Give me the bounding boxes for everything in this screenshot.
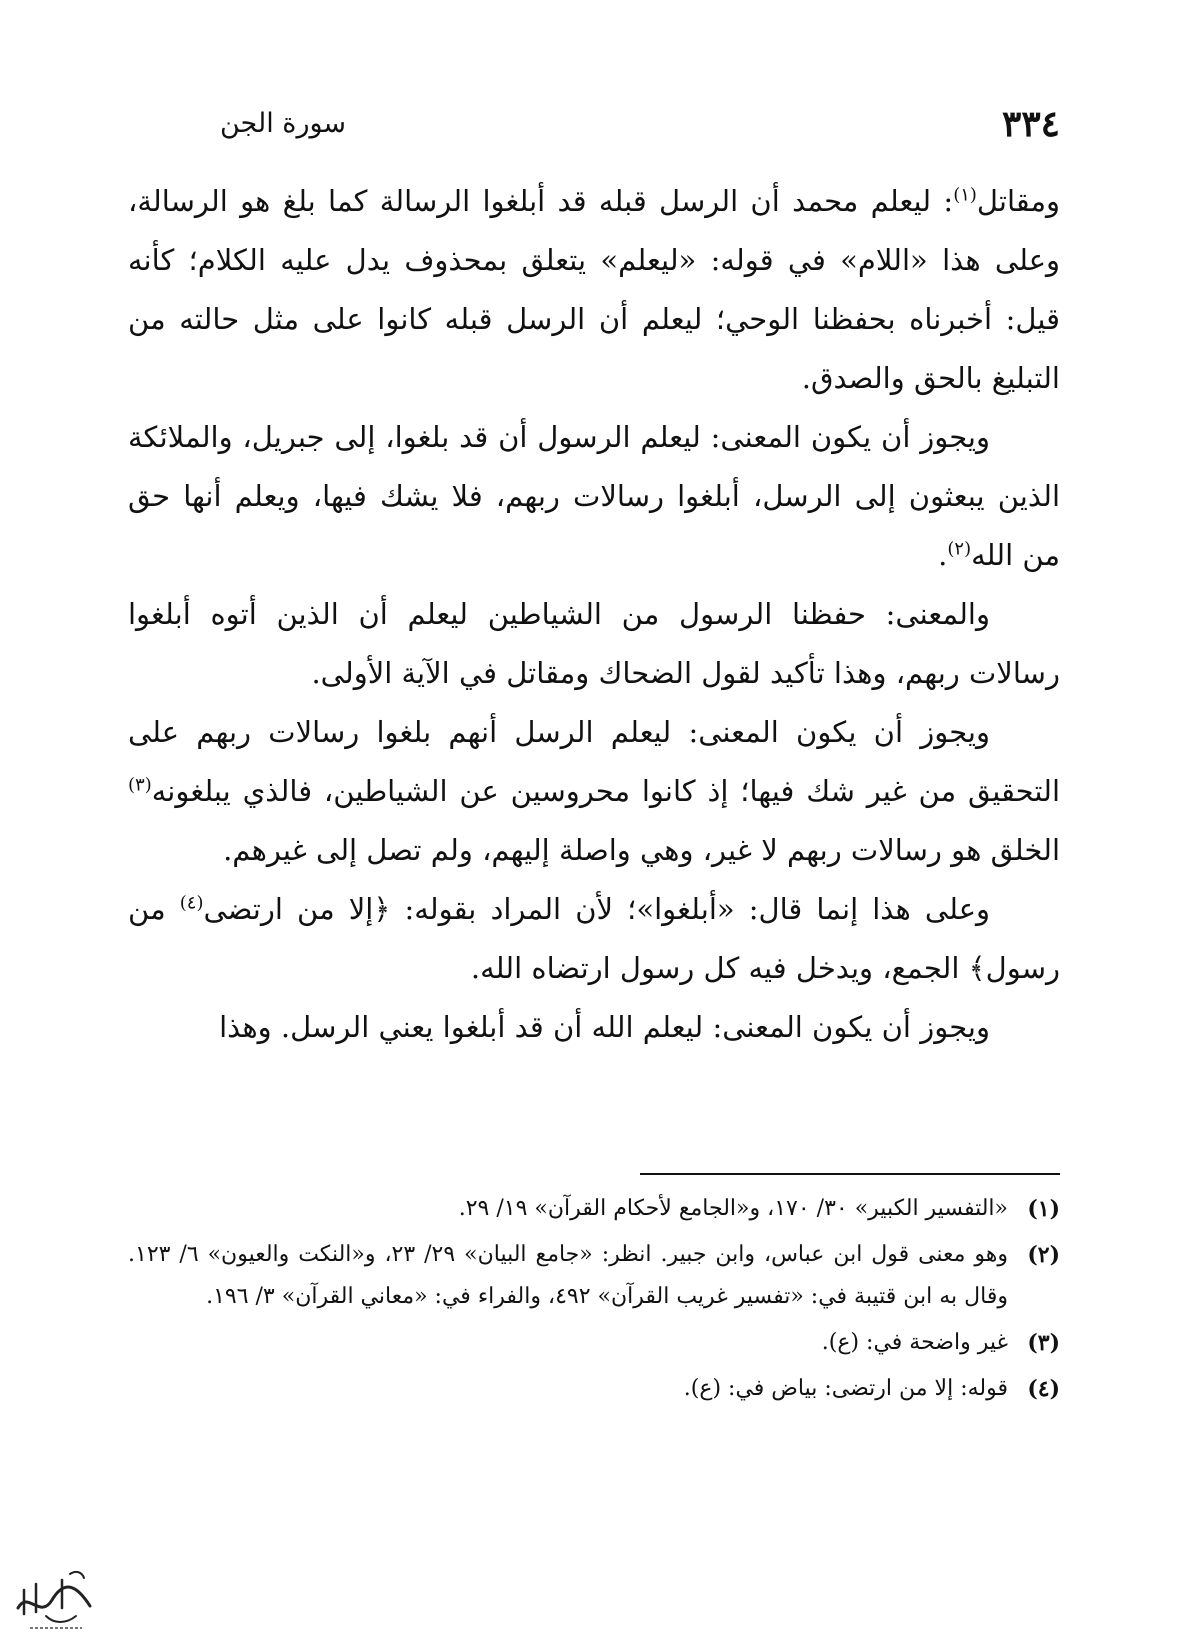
surah-title: سورة الجن [220, 108, 347, 139]
footnote-number: (١) [1027, 1196, 1060, 1222]
paragraph-text: ويجوز أن يكون المعنى: ليعلم الله أن قد أبلغوا يعني الرسل. وهذا [219, 1010, 990, 1044]
paragraph-text: الخلق هو رسالات ربهم لا غير، وهي واصلة إليهم، ولم تصل إلى غيرهم. [223, 833, 1060, 867]
footnote-ref: (٢) [947, 538, 972, 560]
footnotes [128, 1188, 1060, 1414]
paragraph [128, 172, 1060, 408]
footnote-number: (٣) [1027, 1330, 1060, 1356]
paragraph-text: والمعنى: حفظنا الرسول من الشياطين ليعلم أن الذين أتوه أبلغوا رسالات ربهم، وهذا تأكيد لقول الضحاك ومقاتل في الآية الأولى. [128, 597, 1060, 690]
paragraph [128, 703, 1060, 880]
footnote-item [128, 1234, 1060, 1318]
footnote-ref: (٤) [179, 892, 204, 914]
footnote-number: (٤) [1027, 1376, 1060, 1402]
footnote-item [128, 1368, 1060, 1410]
footnote-text: وهو معنى قول ابن عباس، وابن جبير. انظر: «جامع البيان» ٢٩/ ٢٣، و«النكت والعيون» ٦/ ١٢٣. وقال به ابن قتيبة في: «تفسير غريب القرآن» ٤٩٢، والفراء في: «معاني القرآن» ٣/ ١٩٦. [128, 1242, 1008, 1309]
page-number: ٣٣٤ [1001, 103, 1060, 145]
paragraph [128, 880, 1060, 998]
footnote-item [128, 1188, 1060, 1230]
paragraph-text: ويجوز أن يكون المعنى: ليعلم الرسول أن قد بلغوا، إلى جبريل، والملائكة الذين يبعثون إلى الرسل، أبلغوا رسالات ربهم، فلا يشك فيها، ويعلم أنها حق من الله [128, 420, 1060, 572]
page-header [220, 100, 1060, 148]
watermark-logo [10, 1550, 100, 1640]
footnote-text: «التفسير الكبير» ٣٠/ ١٧٠، و«الجامع لأحكام القرآن» ١٩/ ٢٩. [458, 1196, 1008, 1221]
paragraph [128, 585, 1060, 703]
paragraph [128, 408, 1060, 585]
footnote-text: قوله: إلا من ارتضى: بياض في: (ع). [683, 1376, 1008, 1401]
footnote-divider [640, 1173, 1060, 1175]
footnote-ref: (١) [953, 184, 977, 206]
paragraph-text: من رسول﴾ الجمع، ويدخل فيه كل رسول ارتضاه الله. [128, 892, 1060, 985]
footnote-text: غير واضحة في: (ع). [821, 1330, 1008, 1355]
footnote-ref: (٣) [128, 774, 152, 796]
paragraph-text: . [938, 538, 948, 572]
footnote-item [128, 1322, 1060, 1364]
paragraph-text: ويجوز أن يكون المعنى: ليعلم الرسل أنهم بلغوا رسالات ربهم على التحقيق من غير شك فيها؛ إذ كانوا محروسين عن الشياطين، فالذي يبلغونه [128, 715, 1060, 808]
paragraph-text: : ليعلم محمد أن الرسل قبله قد أبلغوا الرسالة كما بلغ هو الرسالة، وعلى هذا «اللام» في قوله: «ليعلم» يتعلق بمحذوف يدل عليه الكلام؛ كأنه قيل: أخبرناه بحفظنا الوحي؛ ليعلم أن الرسل قبله كانوا على مثل حالته من التبليغ بالحق والصدق. [128, 184, 1060, 395]
paragraph [128, 998, 1060, 1057]
main-text [128, 172, 1060, 1057]
paragraph-text: ومقاتل [976, 184, 1060, 218]
paragraph-text: وعلى هذا إنما قال: «أبلغوا»؛ لأن المراد بقوله: ﴿إلا من ارتضى [203, 892, 991, 926]
footnote-number: (٢) [1027, 1242, 1060, 1268]
